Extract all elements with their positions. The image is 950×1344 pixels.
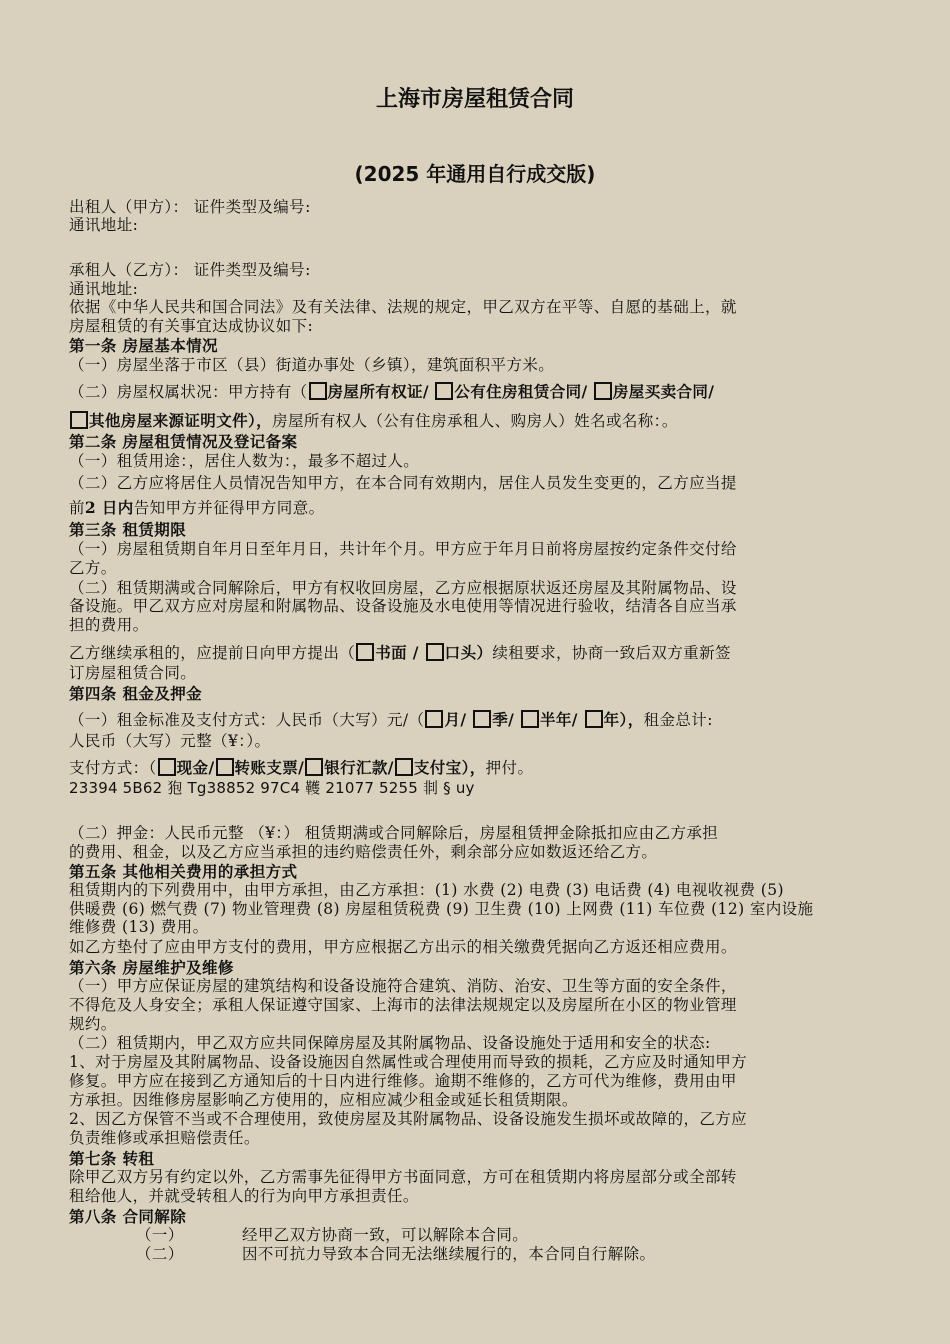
article-2-clause-2-line-1: （二）乙方应将居住人员情况告知甲方，在本合同有效期内，居住人员发生变更的，乙方应当提: [69, 474, 737, 492]
article-2-clause-1: （一）租赁用途：，居住人数为：，最多不超过人。: [69, 452, 420, 470]
checkbox[interactable]: [594, 382, 612, 400]
article-3-clause-1-line-2: 乙方。: [69, 559, 117, 577]
lessor-address-line: 通讯地址:: [69, 216, 139, 234]
checkbox[interactable]: [305, 758, 323, 776]
checkbox[interactable]: [585, 710, 603, 728]
lessor-id-line: 出租人（甲方）： 证件类型及编号:: [69, 198, 311, 216]
maintenance-line-4: （二）租赁期内，甲乙双方应共同保障房屋及其附属物品、设备设施处于适用和安全的状态:: [69, 1034, 711, 1052]
renewal-line-2: 订房屋租赁合同。: [69, 664, 197, 682]
article-3-clause-2-line-2: 备设施。甲乙双方应对房屋和附属物品、设备设施及水电使用等情况进行验收，结清各自应当承: [69, 597, 737, 615]
checkbox[interactable]: [435, 382, 453, 400]
checkbox[interactable]: [309, 382, 327, 400]
checkbox[interactable]: [521, 710, 539, 728]
deposit-line-2: 的费用、租金，以及乙方应当承担的违约赔偿责任外，剩余部分应如数返还给乙方。: [69, 843, 658, 861]
article-3-clause-2-line-3: 担的费用。: [69, 616, 149, 634]
rent-standard-line-1: （一）租金标准及支付方式：人民币（大写）元/（ 月/ 季/ 半年/ 年），租金总计:: [69, 710, 713, 729]
article-3-heading: 第三条 租赁期限: [69, 520, 187, 539]
expenses-line-1: 租赁期内的下列费用中，由甲方承担，由乙方承担：(1) 水费 (2) 电费 (3) 电话费 (4) 电视收视费 (5): [69, 881, 784, 899]
preamble-line-2: 房屋租赁的有关事宜达成协议如下:: [69, 317, 314, 335]
article-2-clause-2-line-2: 前2 日内告知甲方并征得甲方同意。: [69, 498, 325, 517]
payment-method-line: 支付方式：（ 现金/ 转账支票/ 银行汇款/ 支付宝），押付。: [69, 758, 534, 777]
article-3-clause-2-line-1: （二）租赁期满或合同解除后，甲方有权收回房屋，乙方应根据原状返还房屋及其附属物品、设: [69, 579, 737, 597]
checkbox[interactable]: [395, 758, 413, 776]
document-subtitle: (2025 年通用自行成交版): [354, 162, 596, 186]
article-1-clause-1: （一）房屋坐落于市区（县）街道办事处（乡镇），建筑面积平方米。: [69, 356, 555, 374]
expenses-line-4: 如乙方垫付了应由甲方支付的费用，甲方应根据乙方出示的相关缴费凭据向乙方返还相应费用。: [69, 938, 737, 956]
article-8-heading: 第八条 合同解除: [69, 1207, 187, 1226]
termination-clause-1-text: 经甲乙双方协商一致，可以解除本合同。: [242, 1226, 529, 1244]
checkbox[interactable]: [426, 643, 444, 661]
article-3-clause-1-line-1: （一）房屋租赁期自年月日至年月日，共计年个月。甲方应于年月日前将房屋按约定条件交付给: [69, 540, 737, 558]
garbled-text-line: 23394 5B62 狍 Tg38852 97C4 韄 21077 5255 剕 § uy: [69, 779, 475, 797]
article-1-clause-2-line-2: 其他房屋来源证明文件），房屋所有权人（公有住房承租人、购房人）姓名或名称：。: [69, 411, 678, 431]
checkbox[interactable]: [158, 758, 176, 776]
article-7-heading: 第七条 转租: [69, 1149, 155, 1168]
maintenance-line-9: 负责维修或承担赔偿责任。: [69, 1129, 260, 1147]
sublease-line-2: 租给他人，并就受转租人的行为向甲方承担责任。: [69, 1187, 419, 1205]
renewal-line-1: 乙方继续承租的，应提前日向甲方提出（ 书面 / 口头）续租要求，协商一致后双方重新签: [69, 643, 731, 662]
checkbox[interactable]: [356, 643, 374, 661]
checkbox[interactable]: [216, 758, 234, 776]
lessee-address-line: 通讯地址:: [69, 280, 139, 298]
maintenance-line-7: 方承担。因维修房屋影响乙方使用的，应相应减少租金或延长租赁期限。: [69, 1091, 578, 1109]
expenses-line-3: 维修费 (13) 费用。: [69, 918, 209, 936]
deposit-line-1: （二）押金：人民币元整 （¥：） 租赁期满或合同解除后，房屋租赁押金除抵扣应由乙方承担: [69, 824, 719, 842]
maintenance-line-3: 规约。: [69, 1015, 117, 1033]
checkbox[interactable]: [473, 710, 491, 728]
lessee-id-line: 承租人（乙方）： 证件类型及编号:: [69, 261, 311, 279]
document-title: 上海市房屋租赁合同: [375, 87, 574, 112]
article-6-heading: 第六条 房屋维护及维修: [69, 958, 234, 977]
checkbox[interactable]: [425, 710, 443, 728]
maintenance-line-1: （一）甲方应保证房屋的建筑结构和设备设施符合建筑、消防、治安、卫生等方面的安全条件，: [69, 977, 737, 995]
maintenance-line-6: 修复。甲方应在接到乙方通知后的十日内进行维修。逾期不维修的，乙方可代为维修，费用由甲: [69, 1072, 737, 1090]
preamble-line-1: 依据《中华人民共和国合同法》及有关法律、法规的规定，甲乙双方在平等、自愿的基础上，就: [69, 298, 737, 316]
maintenance-line-8: 2、因乙方保管不当或不合理使用，致使房屋及其附属物品、设备设施发生损坏或故障的，乙方应: [69, 1110, 748, 1128]
article-4-heading: 第四条 租金及押金: [69, 684, 202, 703]
maintenance-line-5: 1、对于房屋及其附属物品、设备设施因自然属性或合理使用而导致的损耗，乙方应及时通知甲方: [69, 1053, 748, 1071]
expenses-line-2: 供暖费 (6) 燃气费 (7) 物业管理费 (8) 房屋租赁税费 (9) 卫生费 (10) 上网费 (11) 车位费 (12) 室内设施: [69, 900, 814, 918]
article-5-heading: 第五条 其他相关费用的承担方式: [69, 862, 298, 881]
article-1-heading: 第一条 房屋基本情况: [69, 336, 218, 355]
maintenance-line-2: 不得危及人身安全；承租人保证遵守国家、上海市的法律法规规定以及房屋所在小区的物业管理: [69, 996, 737, 1014]
rent-standard-line-2: 人民币（大写）元整（¥：）。: [69, 732, 271, 750]
termination-clause-1-number: （一）: [136, 1226, 184, 1244]
checkbox[interactable]: [70, 411, 88, 429]
sublease-line-1: 除甲乙双方另有约定以外，乙方需事先征得甲方书面同意，方可在租赁期内将房屋部分或全部转: [69, 1168, 737, 1186]
termination-clause-2-number: （二）: [136, 1245, 184, 1263]
article-2-heading: 第二条 房屋租赁情况及登记备案: [69, 432, 298, 451]
article-1-clause-2-line-1: （二）房屋权属状况：甲方持有（ 房屋所有权证/ 公有住房租赁合同/ 房屋买卖合同/: [69, 382, 715, 401]
termination-clause-2-text: 因不可抗力导致本合同无法继续履行的，本合同自行解除。: [242, 1245, 656, 1263]
